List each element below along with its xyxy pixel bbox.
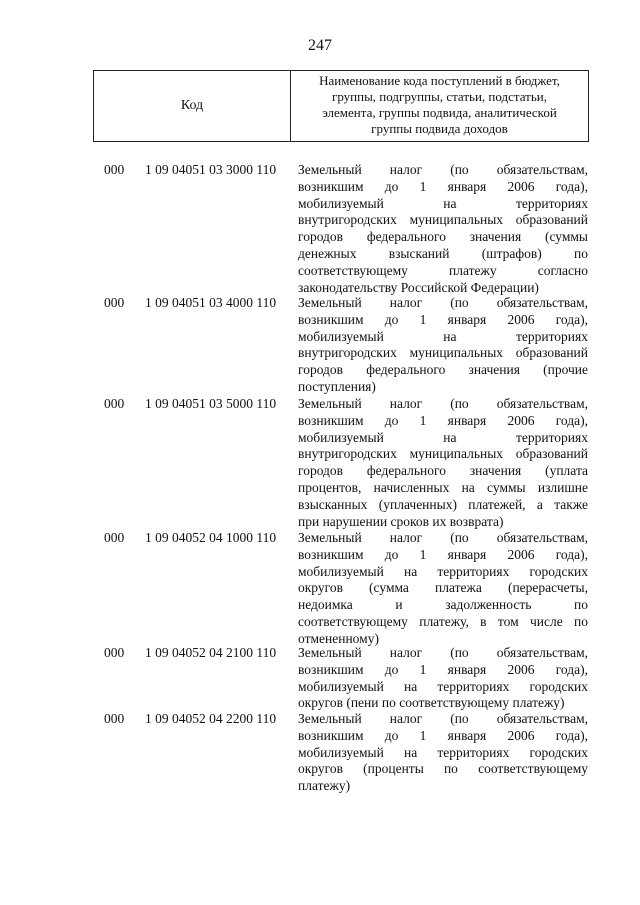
row-description-line: округов (сумма платежа (перерасчеты, [298, 580, 588, 596]
row-description-line: возникшим до 1 января 2006 года), [298, 546, 588, 562]
row-budget-code: 1 09 04052 04 2100 110 [145, 645, 277, 660]
header-name-line: элемента, группы подвида, аналитической [322, 105, 557, 120]
row-description [298, 711, 588, 795]
row-budget-code: 1 09 04051 03 3000 110 [145, 162, 277, 177]
row-description-line: внутригородских муниципальных образований [298, 345, 588, 361]
row-budget-code: 1 09 04051 03 4000 110 [145, 295, 277, 310]
row-admin-code: 000 [104, 162, 125, 177]
row-description-line: внутригородских муниципальных образований [298, 212, 588, 228]
row-description-line: возникшим до 1 января 2006 года), [298, 412, 588, 428]
row-description-line: Земельный налог (по обязательствам, [298, 396, 588, 411]
row-description-line: мобилизуемый на территориях [298, 328, 588, 344]
row-description-line: Земельный налог (по обязательствам, [298, 530, 588, 545]
row-description [298, 162, 588, 296]
row-description-line: отмененному) [298, 630, 379, 646]
row-description-line: при нарушении сроков их возврата) [298, 513, 504, 529]
page-number: 247 [308, 37, 332, 54]
row-description [298, 295, 588, 396]
row-description-line: мобилизуемый на территориях городских [298, 678, 588, 694]
row-description-line: возникшим до 1 января 2006 года), [298, 727, 588, 743]
row-description-line: Земельный налог (по обязательствам, [298, 295, 588, 310]
row-description-line: соответствующему платежу согласно [298, 262, 588, 278]
row-description [298, 396, 588, 530]
header-name-label [291, 71, 588, 141]
row-description-line: недоимка и задолженность по [298, 597, 588, 613]
header-name-line: группы подвида доходов [371, 121, 508, 136]
row-description-line: законодательству Российской Федерации) [298, 279, 539, 295]
header-code-label: Код [180, 98, 204, 113]
row-admin-code: 000 [104, 711, 125, 726]
row-description-line: поступления) [298, 378, 376, 394]
row-budget-code: 1 09 04052 04 1000 110 [145, 530, 277, 545]
row-description-line: округов (пени по соответствующему платежу) [298, 695, 565, 711]
row-description-line: Земельный налог (по обязательствам, [298, 711, 588, 726]
row-admin-code: 000 [104, 530, 125, 545]
row-description-line: городов федерального значения (суммы [298, 229, 588, 245]
row-description-line: Земельный налог (по обязательствам, [298, 645, 588, 660]
row-description-line: мобилизуемый на территориях городских [298, 563, 588, 579]
row-description-line: мобилизуемый на территориях [298, 429, 588, 445]
row-description-line: соответствующему платежу, в том числе по [298, 613, 588, 629]
row-description-line: мобилизуемый на территориях городских [298, 744, 588, 760]
row-description [298, 530, 588, 648]
row-admin-code: 000 [104, 396, 125, 411]
row-description-line: денежных взысканий (штрафов) по [298, 245, 588, 261]
row-description-line: взысканных (уплаченных) платежей, а также [298, 496, 588, 512]
row-description-line: городов федерального значения (уплата [298, 463, 588, 479]
row-description-line: городов федерального значения (прочие [298, 362, 588, 378]
row-description-line: Земельный налог (по обязательствам, [298, 162, 588, 177]
row-description-line: возникшим до 1 января 2006 года), [298, 311, 588, 327]
row-description [298, 645, 588, 712]
table-header [93, 70, 589, 142]
row-budget-code: 1 09 04051 03 5000 110 [145, 396, 277, 411]
row-description-line: возникшим до 1 января 2006 года), [298, 178, 588, 194]
row-description-line: процентов, начисленных на суммы излишне [298, 479, 588, 495]
row-budget-code: 1 09 04052 04 2200 110 [145, 711, 277, 726]
row-description-line: внутригородских муниципальных образований [298, 446, 588, 462]
row-description-line: возникшим до 1 января 2006 года), [298, 661, 588, 677]
row-admin-code: 000 [104, 295, 125, 310]
row-description-line: платежу) [298, 778, 351, 794]
row-description-line: мобилизуемый на территориях [298, 195, 588, 211]
row-description-line: округов (проценты по соответствующему [298, 761, 588, 777]
row-admin-code: 000 [104, 645, 125, 660]
header-name-line: группы, подгруппы, статьи, подстатьи, [332, 89, 547, 104]
header-name-line: Наименование кода поступлений в бюджет, [319, 73, 560, 88]
